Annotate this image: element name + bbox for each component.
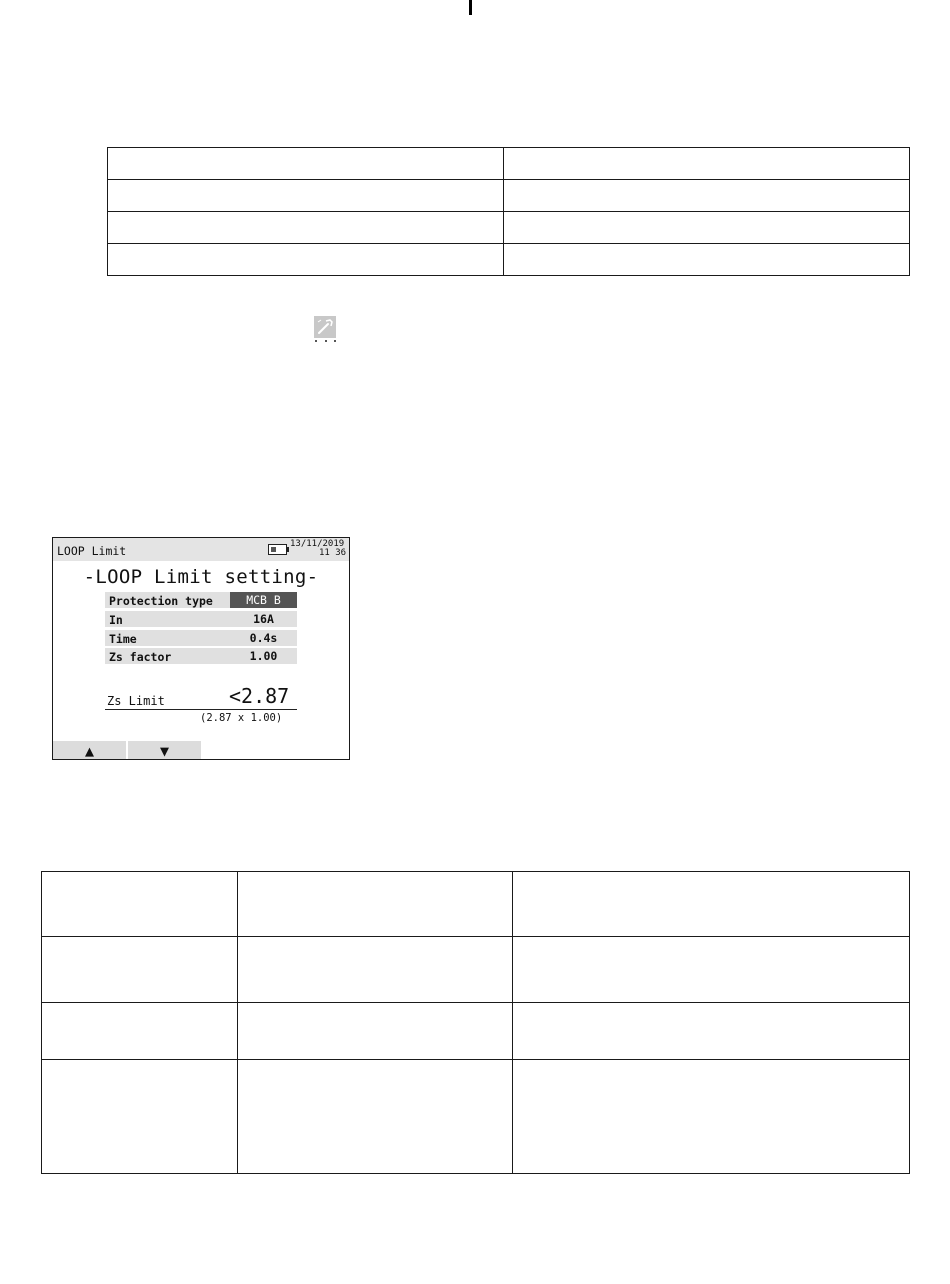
top-table xyxy=(107,147,910,276)
param-label: Protection type xyxy=(109,594,213,608)
param-value[interactable]: 16A xyxy=(253,612,274,626)
screen-title: LOOP Limit xyxy=(57,544,127,558)
table-row xyxy=(108,180,910,212)
zs-limit-value: <2.87 xyxy=(229,684,290,708)
table-cell xyxy=(513,1060,910,1174)
param-row-zs-factor[interactable] xyxy=(105,648,297,664)
table-cell xyxy=(238,872,513,937)
softkey-up-button[interactable]: ▲ xyxy=(53,741,126,759)
table-cell xyxy=(504,244,910,276)
table-cell xyxy=(108,212,504,244)
table-cell xyxy=(513,1003,910,1060)
param-value[interactable]: 0.4s xyxy=(249,631,278,645)
table-cell xyxy=(108,180,504,212)
table-cell xyxy=(513,872,910,937)
divider xyxy=(105,709,297,710)
table-cell xyxy=(504,212,910,244)
param-row-in[interactable] xyxy=(105,611,297,627)
softkey-down-button[interactable]: ▼ xyxy=(128,741,201,759)
table-cell xyxy=(238,1060,513,1174)
param-value[interactable]: MCB B xyxy=(230,592,297,608)
screen-date: 13/11/2019 xyxy=(290,539,345,549)
param-row-time[interactable] xyxy=(105,630,297,646)
table-cell xyxy=(108,244,504,276)
table-row xyxy=(42,872,910,937)
wrench-icon xyxy=(314,316,336,338)
device-screen xyxy=(52,537,350,760)
table-cell xyxy=(42,1003,238,1060)
battery-icon xyxy=(268,544,287,555)
table-cell xyxy=(238,1003,513,1060)
table-row xyxy=(42,1003,910,1060)
table-cell xyxy=(42,1060,238,1174)
table-cell xyxy=(108,148,504,180)
zs-limit-label: Zs Limit xyxy=(107,694,165,708)
icon-caption-marks xyxy=(314,340,338,343)
table-row xyxy=(108,244,910,276)
param-row-protection-type[interactable] xyxy=(105,592,297,608)
table-cell xyxy=(42,937,238,1003)
table-cell xyxy=(504,180,910,212)
zs-limit-formula: (2.87 x 1.00) xyxy=(200,712,283,724)
param-value[interactable]: 1.00 xyxy=(249,649,278,663)
screen-heading: -LOOP Limit setting- xyxy=(83,566,319,588)
param-label: Time xyxy=(109,632,137,646)
table-row xyxy=(108,212,910,244)
screen-time: 11 36 xyxy=(319,548,347,558)
table-cell xyxy=(504,148,910,180)
bottom-table xyxy=(41,871,910,1174)
table-row xyxy=(42,1060,910,1174)
param-label: In xyxy=(109,613,123,627)
param-label: Zs factor xyxy=(109,650,172,664)
table-cell xyxy=(42,872,238,937)
page-edge-mark xyxy=(469,0,472,15)
table-row xyxy=(42,937,910,1003)
table-cell xyxy=(513,937,910,1003)
screen-header xyxy=(53,538,349,561)
table-row xyxy=(108,148,910,180)
table-cell xyxy=(238,937,513,1003)
